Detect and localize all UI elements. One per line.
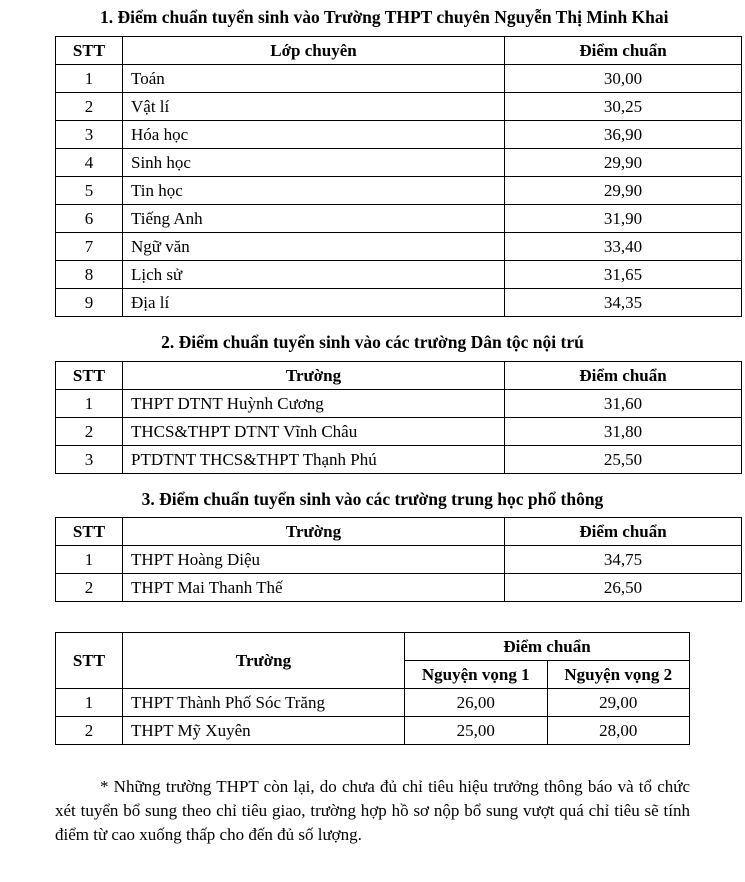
cell-score: 31,65 [505,260,742,288]
table-row [56,417,742,445]
cell-stt: 8 [56,260,123,288]
cell-subject: Toán [123,64,505,92]
section-2-heading: 2. Điểm chuẩn tuyển sinh vào các trường Dân tộc nội trú [161,331,584,352]
footnote-paragraph: * Những trường THPT còn lại, do chưa đủ chỉ tiêu hiệu trưởng thông báo và tổ chức xét tuyển bổ sung theo chỉ tiêu giao, trường hợp hồ sơ nộp bổ sung vượt quá chỉ tiêu sẽ tính điểm từ cao xuống thấp cho đến đủ số lượng. [55,777,690,844]
cell-school: PTDTNT THCS&THPT Thạnh Phú [123,445,505,473]
cell-stt: 1 [56,689,123,717]
cell-subject: Vật lí [123,92,505,120]
table-row [56,120,742,148]
column-header-stt: STT [56,518,123,546]
table-row [56,288,742,316]
cell-score: 26,50 [505,574,742,602]
cell-school: THPT DTNT Huỳnh Cương [123,389,505,417]
column-header-lop-chuyen: Lớp chuyên [123,36,505,64]
cell-school: THPT Mỹ Xuyên [123,717,405,745]
cell-stt: 9 [56,288,123,316]
table-chuyen-scores [55,36,742,317]
table-nguyen-vong-scores [55,632,690,745]
cell-score: 29,90 [505,176,742,204]
cell-score: 33,40 [505,232,742,260]
column-header-stt: STT [56,361,123,389]
column-header-diem-chuan: Điểm chuẩn [505,518,742,546]
cell-score: 29,90 [505,148,742,176]
cell-stt: 1 [56,64,123,92]
cell-score: 34,75 [505,546,742,574]
table-row [56,148,742,176]
table-header-row [56,361,742,389]
table-header-row [56,518,742,546]
cell-score: 30,25 [505,92,742,120]
cell-subject: Tin học [123,176,505,204]
cell-score: 30,00 [505,64,742,92]
column-header-diem-chuan: Điểm chuẩn [505,36,742,64]
table-row [56,445,742,473]
column-header-diem-chuan: Điểm chuẩn [405,633,690,661]
cell-stt: 5 [56,176,123,204]
column-header-stt: STT [56,633,123,689]
cell-stt: 7 [56,232,123,260]
cell-subject: Tiếng Anh [123,204,505,232]
cell-stt: 6 [56,204,123,232]
table-row [56,204,742,232]
cell-stt: 2 [56,574,123,602]
table-dtnt-scores [55,361,742,474]
cell-subject: Ngữ văn [123,232,505,260]
cell-score-nv1: 26,00 [405,689,548,717]
cell-school: THCS&THPT DTNT Vĩnh Châu [123,417,505,445]
table-row [56,689,690,717]
table-row [56,574,742,602]
cell-stt: 3 [56,445,123,473]
cell-subject: Lịch sử [123,260,505,288]
table-row [56,389,742,417]
table-header-row [56,633,690,661]
cell-score: 31,90 [505,204,742,232]
cell-stt: 2 [56,717,123,745]
column-header-truong: Trường [123,518,505,546]
cell-stt: 1 [56,389,123,417]
column-header-diem-chuan: Điểm chuẩn [505,361,742,389]
section-1-heading: 1. Điểm chuẩn tuyển sinh vào Trường THPT chuyên Nguyễn Thị Minh Khai [100,7,669,27]
cell-stt: 2 [56,417,123,445]
cell-subject: Hóa học [123,120,505,148]
cell-score: 34,35 [505,288,742,316]
cell-score: 31,60 [505,389,742,417]
cell-score: 25,50 [505,445,742,473]
cell-stt: 3 [56,120,123,148]
cell-score-nv1: 25,00 [405,717,548,745]
section-3-heading: 3. Điểm chuẩn tuyển sinh vào các trường trung học phổ thông [141,488,604,509]
column-header-truong: Trường [123,633,405,689]
table-thpt-scores [55,517,742,602]
table-row [56,176,742,204]
cell-school: THPT Mai Thanh Thế [123,574,505,602]
cell-subject: Địa lí [123,288,505,316]
table-row [56,232,742,260]
column-header-stt: STT [56,36,123,64]
cell-school: THPT Hoàng Diệu [123,546,505,574]
column-header-nguyen-vong-2: Nguyện vọng 2 [547,661,690,689]
cell-school: THPT Thành Phố Sóc Trăng [123,689,405,717]
table-row [56,64,742,92]
table-header-row [56,36,742,64]
cell-stt: 4 [56,148,123,176]
cell-score-nv2: 29,00 [547,689,690,717]
cell-subject: Sinh học [123,148,505,176]
cell-score: 31,80 [505,417,742,445]
table-row [56,546,742,574]
column-header-truong: Trường [123,361,505,389]
cell-score: 36,90 [505,120,742,148]
cell-score-nv2: 28,00 [547,717,690,745]
cell-stt: 1 [56,546,123,574]
column-header-nguyen-vong-1: Nguyện vọng 1 [405,661,548,689]
table-row [56,260,742,288]
table-row [56,717,690,745]
cell-stt: 2 [56,92,123,120]
table-row [56,92,742,120]
